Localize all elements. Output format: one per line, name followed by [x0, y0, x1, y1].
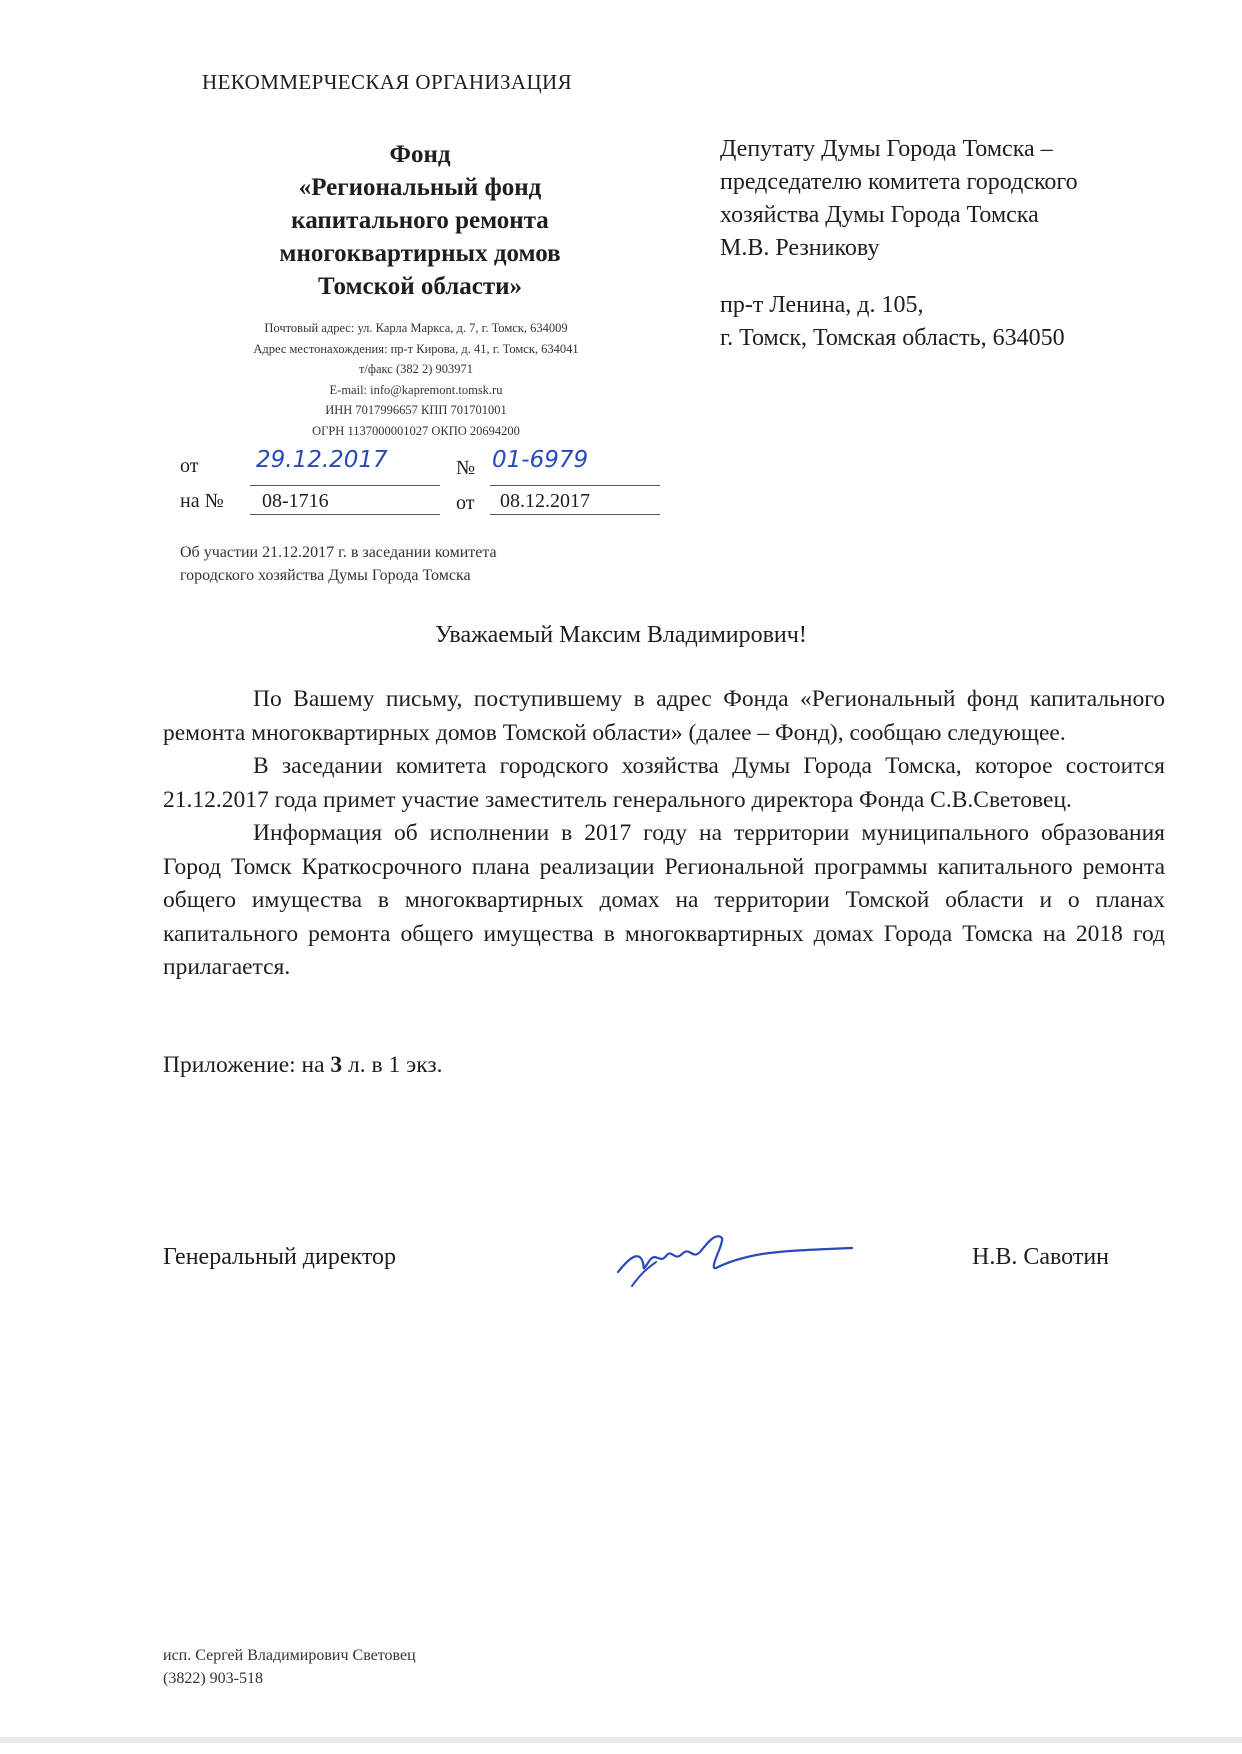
scan-edge [0, 1737, 1242, 1743]
reply-number: 08-1716 [262, 490, 329, 512]
attachment-pages: 3 [330, 1052, 343, 1078]
ogrn-okpo: ОГРН 1137000001027 ОКПО 20694200 [312, 423, 520, 438]
body-paragraph: По Вашему письму, поступившему в адрес Фонда «Региональный фонд капитального ремонта многоквартирных домов Томской области» (далее – Фонд), сообщаю следующее. [163, 686, 1165, 746]
body-paragraph: В заседании комитета городского хозяйства Думы Города Томска, которое состоится 21.12.2017 года примет участие заместитель генерального директора Фонда С.В.Световец. [163, 753, 1165, 813]
reply-date: 08.12.2017 [500, 490, 590, 512]
phone-fax: т/факс (382 2) 903971 [358, 362, 474, 376]
recipient-line: хозяйства Думы Города Томска [720, 202, 1039, 228]
email: E-mail: info@kapremont.tomsk.ru [329, 382, 503, 397]
reply-date-field [490, 484, 660, 515]
org-details [186, 318, 646, 441]
salutation: Уважаемый Максим Владимирович! [435, 622, 807, 648]
executor-phone: (3822) 903-518 [163, 1670, 263, 1687]
subject-line: Об участии 21.12.2017 г. в заседании комитета [180, 544, 497, 561]
executor-name: исп. Сергей Владимирович Световец [163, 1647, 416, 1664]
recipient [720, 133, 1078, 265]
executor-info [163, 1644, 416, 1690]
recipient-name: М.В. Резникову [720, 235, 880, 261]
from-date-handwritten: 29.12.2017 [256, 447, 388, 473]
body-paragraph: Информация об исполнении в 2017 году на территории муниципального образования Город Томск Краткосрочного плана реализации Региональной программы капитального ремонта общего имущества в многоквартирных домах на территории Томской области и о планах капитального ремонта общего имущества в многоквартирных домах Города Томска на 2018 год прилагается. [163, 820, 1165, 980]
org-name-line: Фонд [389, 141, 451, 168]
letter-body [163, 683, 1165, 985]
number-handwritten: 01-6979 [492, 447, 589, 473]
attachment-note [163, 1052, 442, 1079]
org-name [230, 138, 610, 303]
reply-from-label: от [456, 492, 475, 514]
recipient-line: председателю комитета городского [720, 169, 1078, 195]
address-line: пр-т Ленина, д. 105, [720, 292, 924, 318]
number-field [490, 447, 660, 486]
signature-image [612, 1212, 862, 1302]
org-name-line: капитального ремонта [291, 207, 549, 234]
reply-number-field [250, 484, 440, 515]
recipient-address [720, 289, 1065, 355]
signer-name: Н.В. Савотин [972, 1244, 1110, 1270]
attachment-suffix: л. в 1 экз. [348, 1052, 443, 1078]
subject [180, 541, 497, 587]
attachment-prefix: Приложение: на [163, 1052, 325, 1078]
org-name-line: Томской области» [317, 273, 523, 300]
inn-kpp: ИНН 7017996657 КПП 701701001 [325, 403, 507, 417]
reply-label: на № [180, 490, 224, 512]
org-name-line: многоквартирных домов [279, 240, 561, 267]
from-label: от [180, 455, 199, 477]
from-date-field [250, 447, 440, 486]
org-name-line: «Региональный фонд [298, 174, 542, 201]
address-line: г. Томск, Томская область, 634050 [720, 325, 1065, 351]
subject-line: городского хозяйства Думы Города Томска [180, 567, 471, 584]
postal-address: Почтовый адрес: ул. Карла Маркса, д. 7, г. Томск, 634009 [264, 321, 568, 335]
signer-title: Генеральный директор [163, 1244, 397, 1270]
org-type: НЕКОММЕРЧЕСКАЯ ОРГАНИЗАЦИЯ [202, 70, 573, 94]
recipient-line: Депутату Думы Города Томска – [720, 136, 1053, 162]
location-address: Адрес местонахождения: пр-т Кирова, д. 41, г. Томск, 634041 [253, 341, 579, 356]
number-label: № [456, 457, 476, 479]
